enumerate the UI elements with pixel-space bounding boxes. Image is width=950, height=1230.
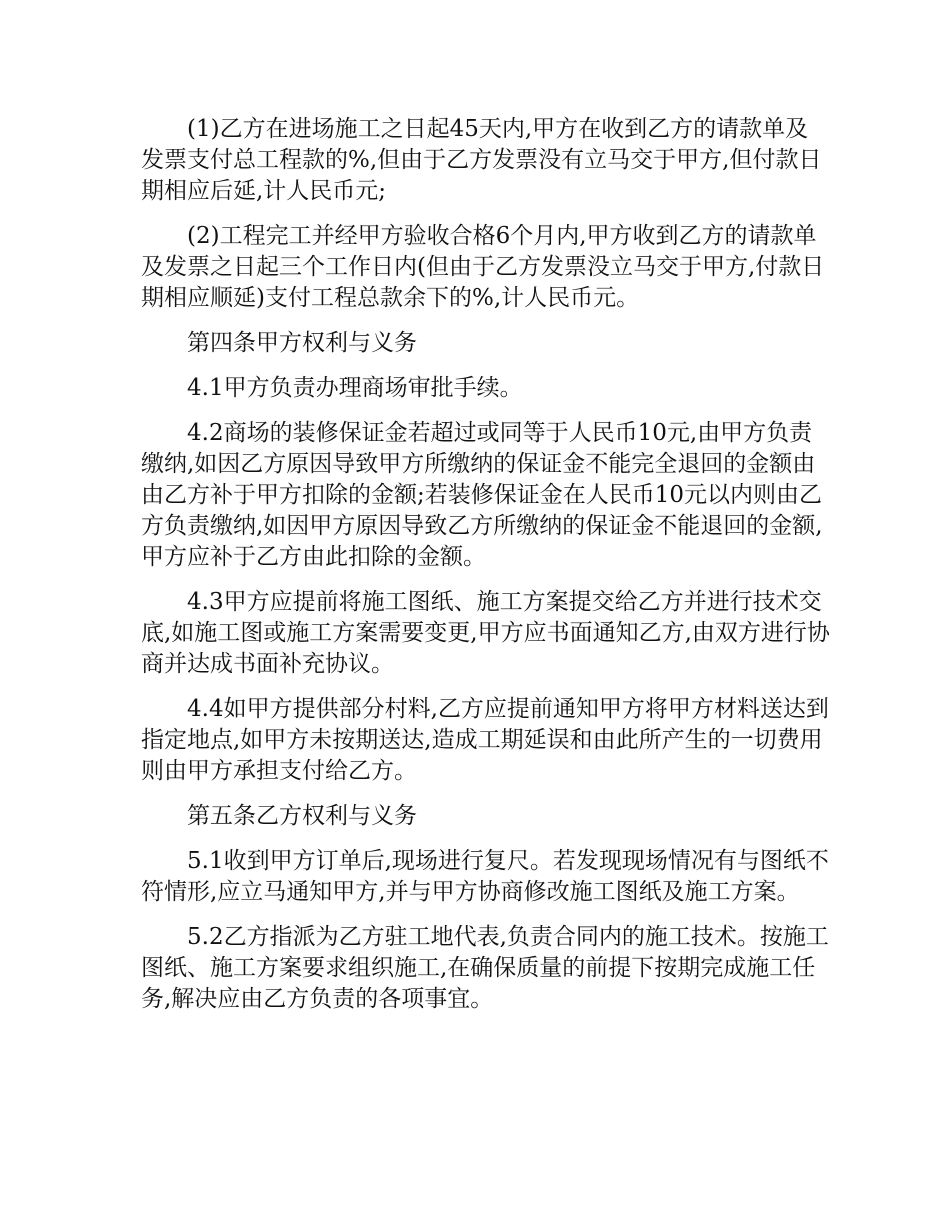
clause-4-2: 4.2商场的装修保证金若超过或同等于人民币10元,由甲方负责缴纳,如因乙方原因导致甲方所缴纳的保证金不能完全退回的金额由由乙方补于甲方扣除的金额;若装修保证金在人民币10元以内则由乙方负责缴纳,如因甲方原因导致乙方所缴纳的保证金不能退回的金额,甲方应补于乙方由此扣除的金额。 (141, 420, 823, 570)
section-heading-4: 第四条甲方权利与义务 (187, 330, 417, 356)
document-body (141, 114, 831, 1029)
clause-5-2: 5.2乙方指派为乙方驻工地代表,负责合同内的施工技术。按施工图纸、施工方案要求组织施工,在确保质量的前提下按期完成施工任务,解决应由乙方负责的各项事宜。 (141, 924, 829, 1012)
clause-5-1: 5.1收到甲方订单后,现场进行复尺。若发现现场情况有与图纸不符情形,应立马通知甲方,并与甲方协商修改施工图纸及施工方案。 (141, 848, 829, 905)
clause-4-3: 4.3甲方应提前将施工图纸、施工方案提交给乙方并进行技术交底,如施工图或施工方案需要变更,甲方应书面通知乙方,由双方进行协商并达成书面补充协议。 (141, 589, 830, 677)
section-heading-5: 第五条乙方权利与义务 (187, 803, 417, 829)
paragraph-payment-1: (1)乙方在进场施工之日起45天内,甲方在收到乙方的请款单及发票支付总工程款的%,但由于乙方发票没有立马交于甲方,但付款日期相应后延,计人民币元; (141, 116, 822, 204)
paragraph-payment-2: (2)工程完工并经甲方验收合格6个月内,甲方收到乙方的请款单及发票之日起三个工作日内(但由于乙方发票没立马交于甲方,付款日期相应顺延)支付工程总款余下的%,计人民币元。 (141, 223, 825, 311)
clause-4-4: 4.4如甲方提供部分村料,乙方应提前通知甲方将甲方材料送达到指定地点,如甲方未按期送达,造成工期延误和由此所产生的一切费用则由甲方承担支付给乙方。 (141, 696, 829, 784)
clause-4-1: 4.1甲方负责办理商场审批手续。 (187, 375, 523, 401)
